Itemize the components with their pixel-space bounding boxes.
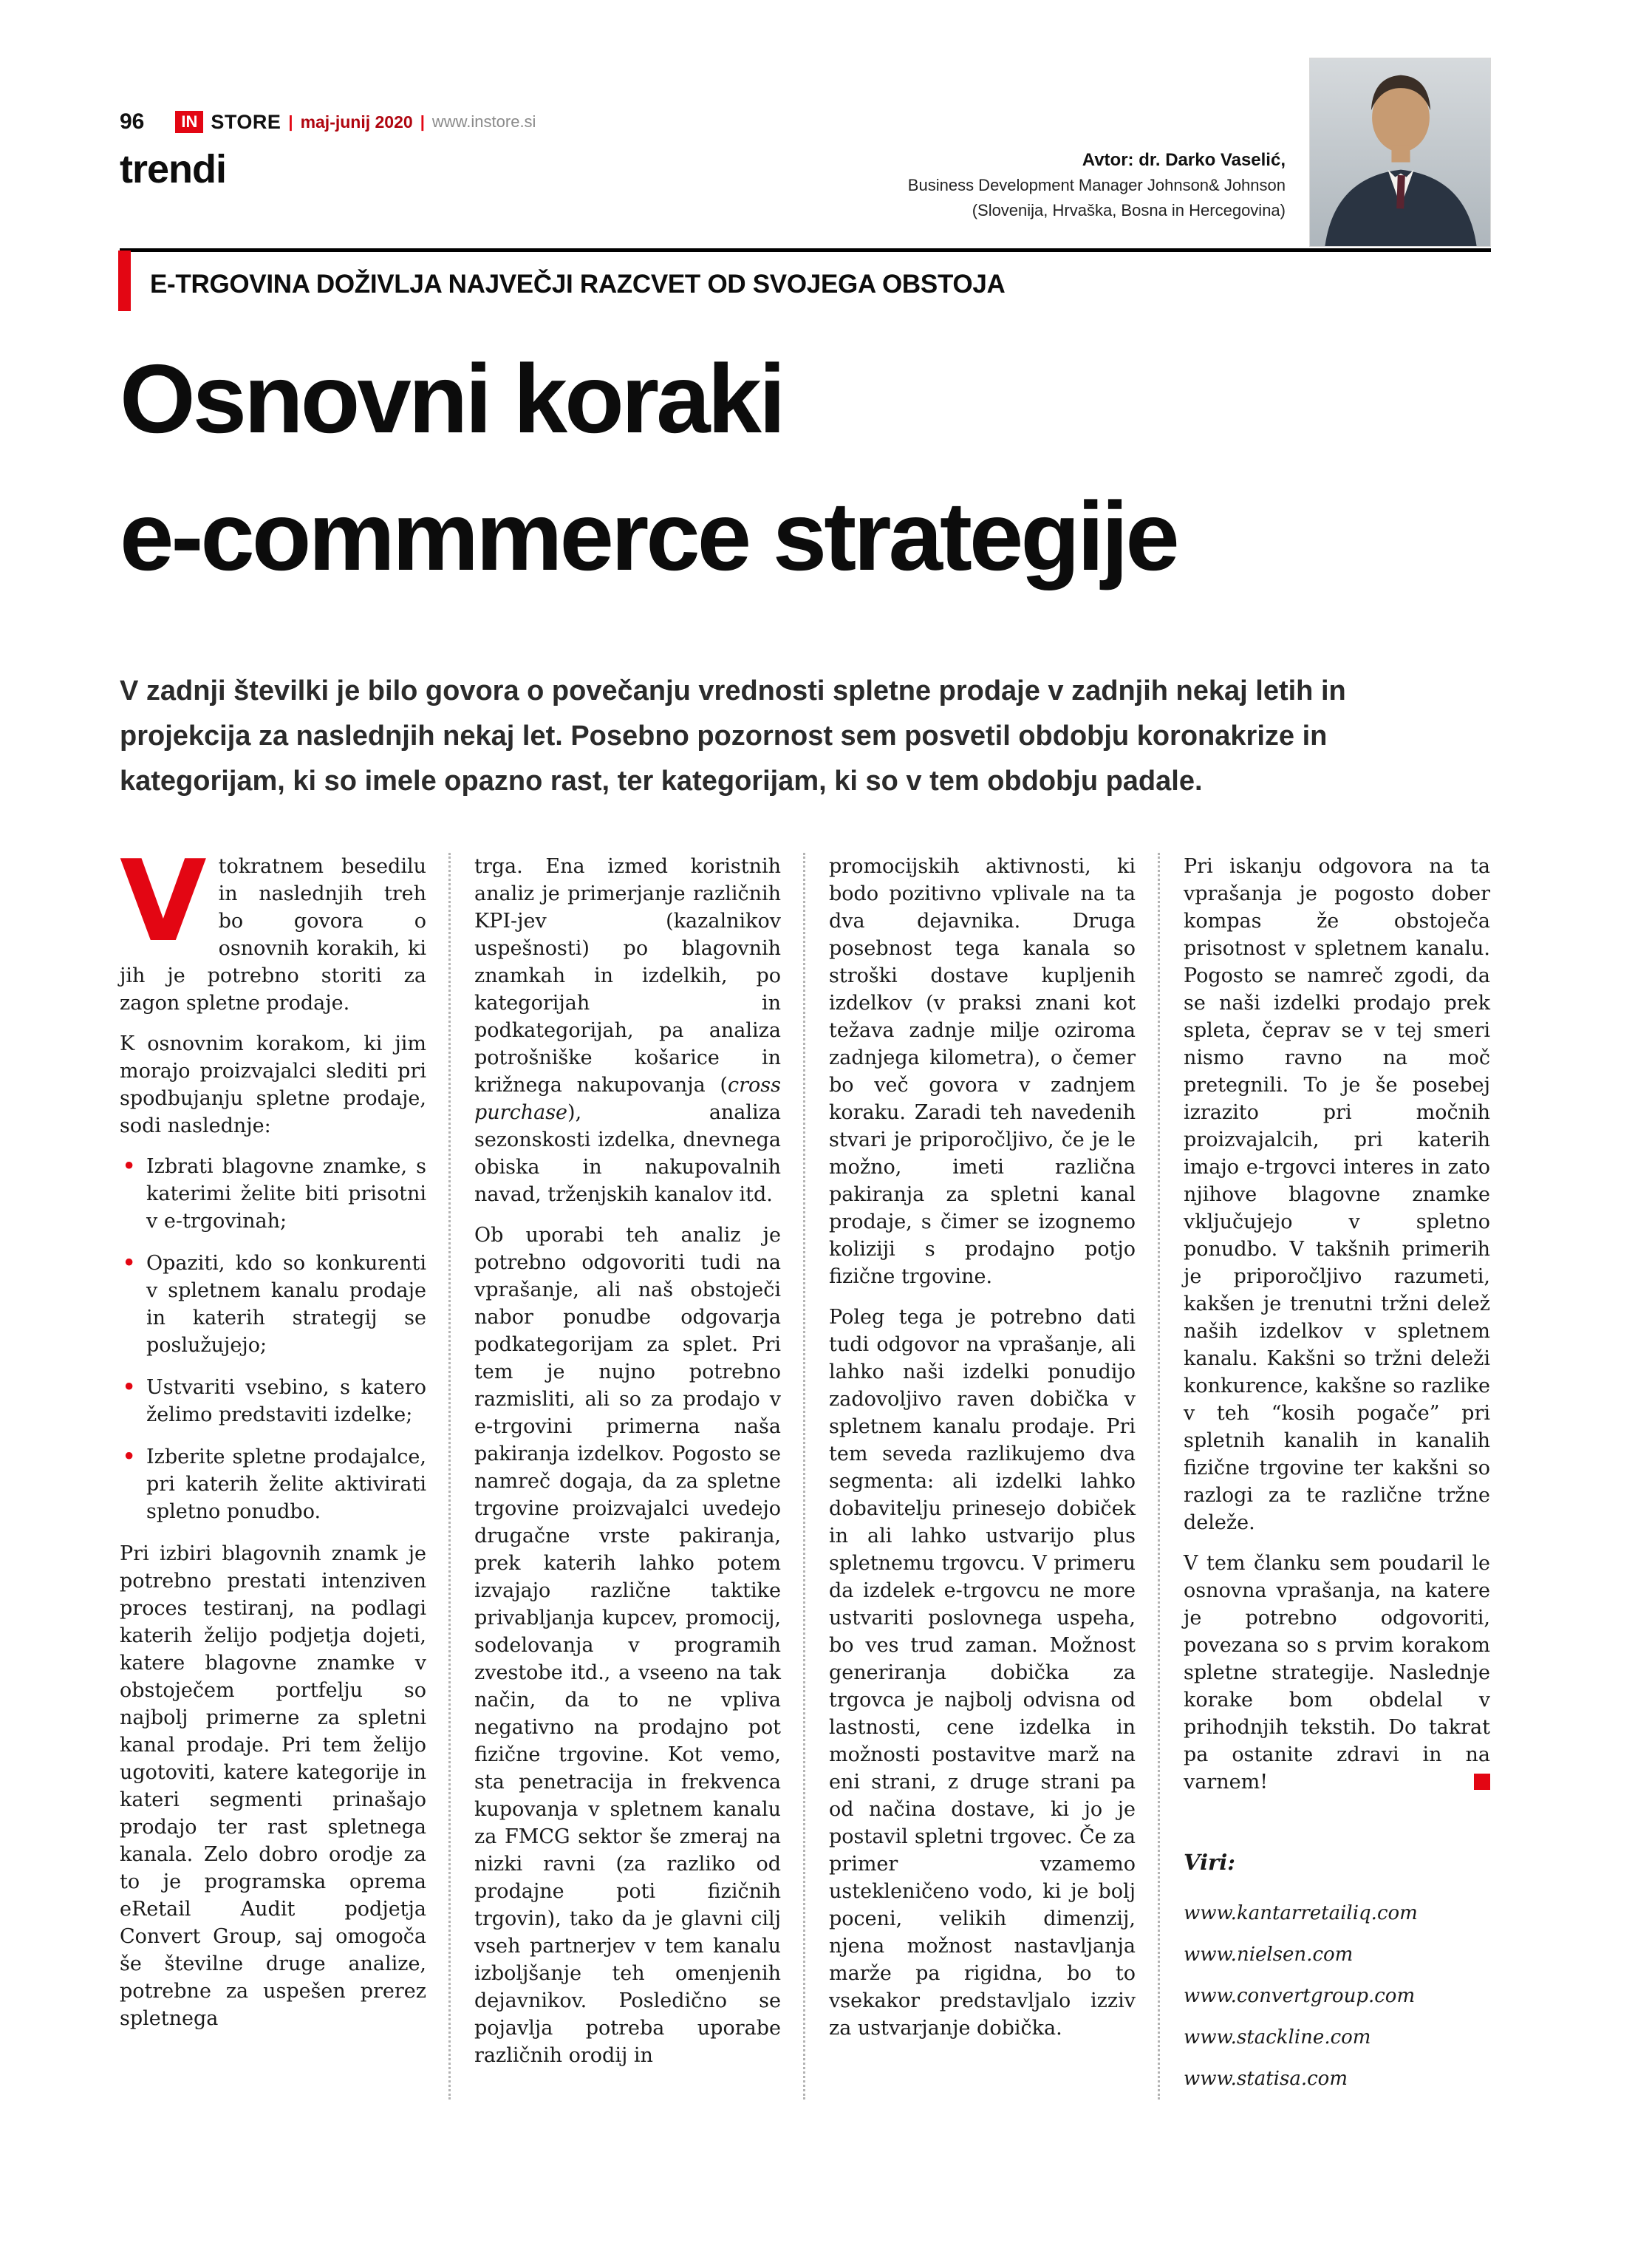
bullet-item [120,1250,426,1359]
bullet-text: Ustvariti vsebino, s katero želimo predstaviti izdelke; [146,1376,426,1426]
kicker-accent-bar [118,251,131,311]
paragraph: K osnovnim korakom, ki jim morajo proizvajalci slediti pri spodbujanju spletne prodaje, sodi naslednje: [120,1032,426,1137]
bullet-item [120,1443,426,1525]
article-body [120,836,1491,2100]
page-content [120,109,1491,2100]
paragraph-text: ), analiza sezonskosti izdelka, dnevnega obiska in nakupovalnih navad, trženjskih kanalov itd. [474,1101,781,1206]
author-portrait-illustration [1310,58,1491,247]
headline-line-1: Osnovni koraki [120,344,783,453]
logo-separator: | [288,112,293,131]
page-header [120,109,1491,248]
masthead-row [120,109,1491,134]
author-block [908,148,1286,223]
bullet-item [120,1374,426,1428]
paragraph [474,853,781,1208]
headline [120,330,1491,605]
paragraph-text: trga. Ena izmed koristnih analiz je primerjanje različnih KPI-jev (kazalnikov uspešnosti) po blagovnih znamkah in izdelkih, po kategorijah in podkategorijah, pa analiza potrošniške košarice in križnega nakupovanja ( [474,855,781,1097]
kicker: E-TRGOVINA DOŽIVLJA NAJVEČJI RAZCVET OD SVOJEGA OBSTOJA [150,270,1006,299]
column-1 [120,836,426,2100]
paragraph: promocijskih aktivnosti, ki bodo pozitivno vplivale na ta dva dejavnika. Druga posebnost tega kanala so stroški dostave kupljenih izdelkov (v praksi znani kot težava zadnje milje oziroma zadnjega kilometra), o čemer bo več govora v zadnjem koraku. Zaradi teh navedenih stvari je priporočljivo, če je le možno, imeti različna pakiranja za spletni kanal prodaje, s čimer se izognemo koliziji s prodajno potjo fizične trgovine. [829,855,1136,1288]
source-url: www.nielsen.com [1184,1944,1354,1966]
author-name: Avtor: dr. Darko Vaselić, [1082,150,1286,170]
bullet-text: Izberite spletne prodajalce, pri katerih želite aktivirati spletno ponudbo. [146,1445,426,1523]
sources-block [1184,1849,1490,2100]
italic-term: cross purchase [474,1074,781,1124]
paragraph: Ob uporabi teh analiz je potrebno odgovoriti tudi na vprašanje, ali naš obstoječi nabor ponudbe odgovarja podkategorijam za splet. Pri tem je nujno potrebno razmisliti, ali so za prodajo v e-trgovini primerna naša pakiranja izdelkov. Pogosto se namreč dogaja, da za spletne trgovine proizvajalci uvedejo drugačne vrste pakiranja, prek katerih lahko potem izvajajo različne taktike privabljanja kupcev, promocij, sodelovanja v programih zvestobe itd., a vseeno na tak način, da to ne vpliva negativno na prodajno pot fizične trgovine. Kot vemo, sta penetracija in frekvenca kupovanja v spletnem kanalu za FMCG sektor še zmeraj na nizki ravni (za razliko od prodajne poti fizičnih trgovin), tako da je glavni cilj vseh partnerjev v tem kanalu izboljšanje teh omenjenih dejavnikov. Posledično se pojavlja potreba uporabe različnih orodij in [474,1224,781,2067]
section-title: trendi [120,147,227,191]
website-url: www.instore.si [431,112,536,131]
logo-separator: | [420,112,425,131]
paragraph-text: tokratnem besedilu in naslednjih treh bo govora o osnovnih korakih, ki jih je potrebno storiti za zagon spletne prodaje. [120,855,426,1015]
source-url: www.statisa.com [1184,2068,1348,2090]
headline-line-2: e-commmerce strategije [120,482,1177,590]
paragraph-text: V tem članku sem poudaril le osnovna vprašanja, na katere je potrebno odgovoriti, povezana so s prvim korakom spletne strategije. Naslednje korake bom obdelal v prihodnjih tekstih. Do takrat pa ostanite zdravi in na varnem! [1184,1552,1490,1794]
source-url: www.kantarretailiq.com [1184,1902,1418,1924]
sources-title: Viri: [1184,1850,1236,1875]
paragraph: Pri iskanju odgovora na ta vprašanja je pogosto dober kompas že obstoječa prisotnost v spletnem kanalu. Pogosto se namreč zgodi, da se naši izdelki prodajo prek spleta, čeprav se v tej smeri nismo ravno na moč pretegnili. To je še posebej izrazito pri močnih proizvajalcih, pri katerih imajo e-trgovci interes in zato njihove blagovne znamke vključujejo v spletno ponudbo. V takšnih primerih je priporočljivo razumeti, kakšen je trenutni tržni delež naših izdelkov v spletnem kanalu. Kakšni so tržni deleži konkurence, kakšne so razlike v teh “kosih pogače” pri spletnih kanalih in kanalih fizične trgovine ter kakšni so razlogi za te različne tržne deleže. [1184,855,1490,1534]
kicker-row [120,252,1491,311]
paragraph: Pri izbiri blagovnih znamk je potrebno prestati intenziven proces testiranj, na podlagi katerih želijo podjetja dojeti, katere blagovne znamke v obstoječem portfelju so najbolj primerne za spletni kanal prodaje. Pri tem želijo ugotoviti, katere kategorije in kateri segmenti prinašajo prodajo ter rast spletnega kanala. Zelo dobro orodje za to je programska oprema eRetail Audit podjetja Convert Group, saj omogoča še številne druge analize, potrebne za uspešen prerez spletnega [120,1542,426,2030]
source-url: www.convertgroup.com [1184,1985,1416,2007]
paragraph [120,836,426,1017]
instore-logo [175,111,536,134]
column-3 [803,853,1136,2100]
author-photo [1309,58,1491,247]
column-4 [1158,853,1490,2100]
page-number: 96 [120,109,145,134]
bullet-text: Opaziti, kdo so konkurenti v spletnem kanalu prodaje in katerih strategij se poslužujejo; [146,1252,426,1357]
lead-paragraph: V zadnji številki je bilo govora o povečanju vrednosti spletne prodaje v zadnjih nekaj letih in projekcija za naslednjih nekaj let. Posebno pozornost sem posvetil obdobju koronakrize in kategorijam, ki so imele opazno rast, ter kategorijam, ki so v tem obdobju padale. [120,675,1346,797]
article-end-mark [1474,1774,1490,1790]
author-region: (Slovenija, Hrvaška, Bosna in Hercegovina) [972,201,1286,219]
paragraph: Poleg tega je potrebno dati tudi odgovor na vprašanje, ali lahko naši izdelki ponudijo zadovoljivo raven dobička v spletnem kanalu prodaje. Pri tem seveda razlikujemo dva segmenta: ali izdelki lahko dobavitelju prinesejo dobiček in ali lahko ustvarijo plus spletnemu trgovcu. V primeru da izdelek e-trgovcu ne more ustvariti poslovnega uspeha, bo ves trud zaman. Možnost generiranja dobička za trgovca je najbolj odvisna od lastnosti, cene izdelka in možnosti postavitve marž na eni strani, z druge strani pa od načina dostave, ki jo je postavil spletni trgovec. Če za primer vzamemo ustekleničeno vodo, ki je bolj poceni, velikih dimenzij, njena možnost nastavljanja marže pa rigidna, bo to vsekakor predstavljalo izziv za ustvarjanje dobička. [829,1306,1136,2040]
drop-cap: V [120,836,207,967]
column-2 [448,853,781,2100]
bullet-item [120,1153,426,1235]
source-url: www.stackline.com [1184,2026,1371,2049]
logo-store-text: STORE [211,110,281,133]
issue-date: maj-junij 2020 [300,112,413,132]
logo-in-mark: IN [175,111,203,133]
closing-paragraph [1184,1550,1490,1796]
bullet-text: Izbrati blagovne znamke, s katerimi želite biti prisotni v e-trgovinah; [146,1155,426,1233]
author-role: Business Development Manager Johnson& Johnson [907,176,1286,194]
